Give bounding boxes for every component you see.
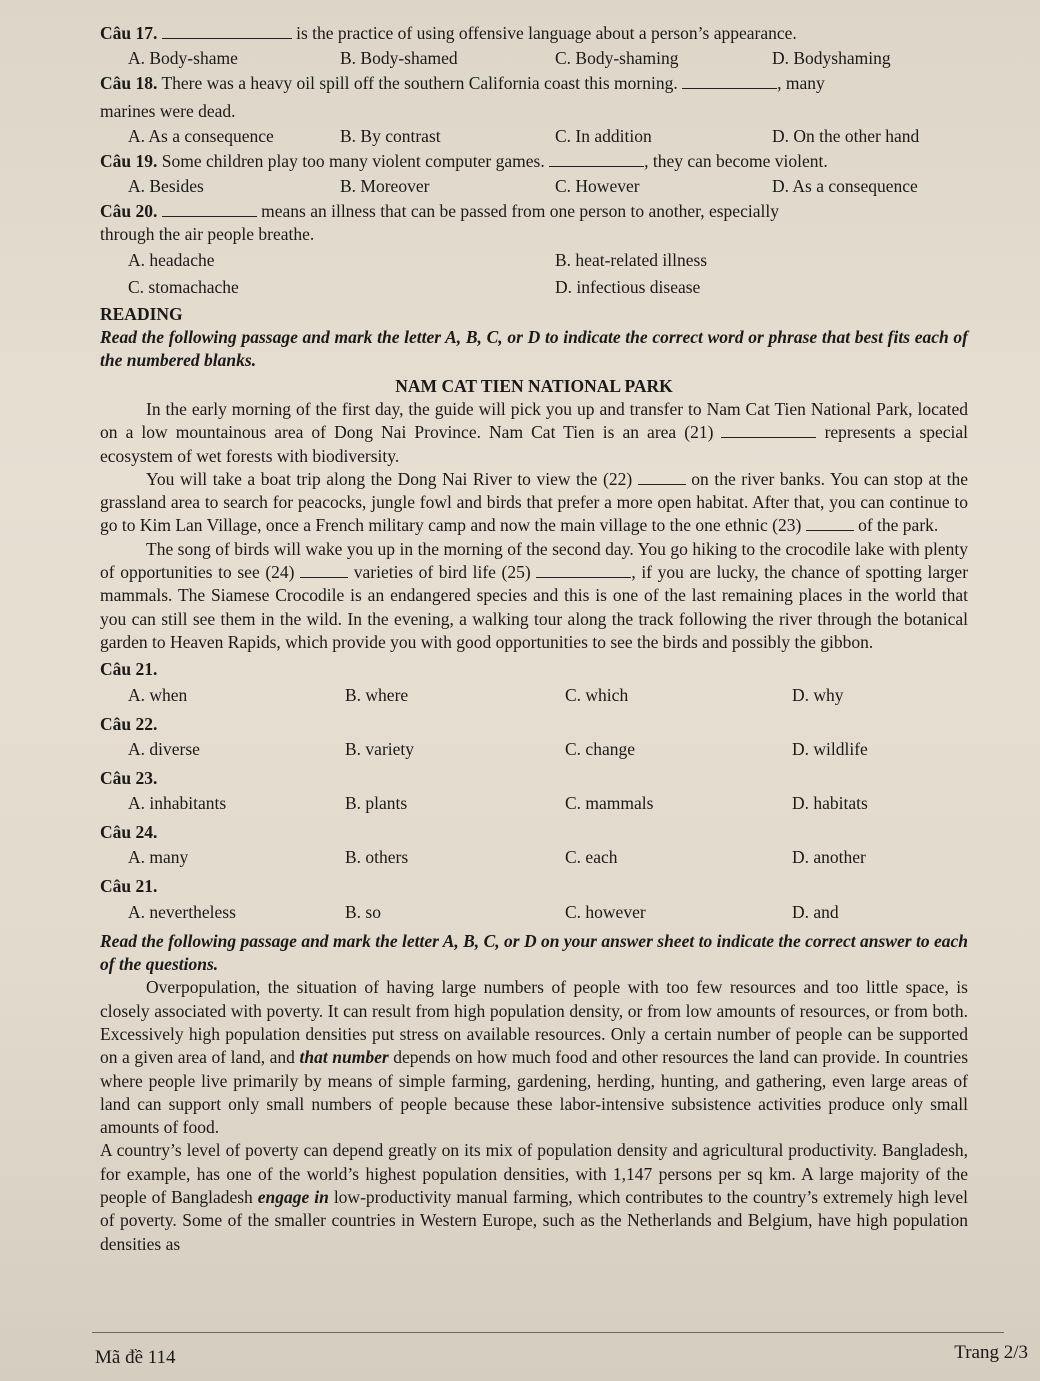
question-20-text: means an illness that can be passed from one person to another, especially (261, 201, 779, 222)
question-19-label: Câu 19. (100, 150, 158, 171)
option-d: D. As a consequence (772, 176, 918, 197)
question-label: Câu 24. (100, 822, 158, 843)
option-c: C. which (565, 684, 629, 705)
paragraph-2-text-b: on the river banks. You can stop at the grassland area to search for peacocks, jungle fowl and birds that prefer a more open habitat. After that, you can continue to go to Kim Lan Village, once a French military camp and now the main village to the one ethnic (23) (100, 468, 969, 536)
question-18-text: There was a heavy oil spill off the southern California coast this morning. (161, 73, 678, 94)
question-20-options-row1 (100, 247, 968, 274)
paragraph-1-text-b: represents a special ecosystem of wet forests with biodiversity. (100, 422, 969, 466)
option-a: A. Besides (128, 176, 204, 197)
question-options (100, 736, 968, 763)
answer-blank (721, 422, 816, 438)
reading-heading: READING (100, 303, 183, 324)
question-item (100, 658, 968, 708)
option-a: A. As a consequence (128, 125, 274, 146)
answer-blank (536, 562, 631, 578)
question-item (100, 821, 968, 871)
question-19-text: Some children play too many violent computer games. (161, 150, 545, 171)
reading-2-instruction: Read the following passage and mark the letter A, B, C, or D on your answer sheet to indicate the correct answer to each of the questions. (100, 930, 968, 975)
option-b: B. plants (345, 793, 408, 814)
paragraph-3-text-a: The song of birds will wake you up in the morning of the second day. You go hiking to the crocodile lake with plenty of opportunities to see (24) (100, 538, 968, 583)
passage-2-paragraph-1 (100, 976, 968, 1139)
option-a: A. inhabitants (128, 793, 227, 814)
question-item (100, 767, 968, 817)
option-d: D. wildlife (792, 738, 868, 759)
option-c: C. however (565, 901, 646, 922)
option-b: B. Moreover (340, 176, 430, 197)
option-a: A. Body-shame (128, 48, 238, 69)
paragraph-1-text-a: In the early morning of the first day, the guide will pick you up and transfer to Nam Cat Tien National Park, located on a low mountainous area of Dong Nai Province. Nam Cat Tien is an area (21) (100, 398, 968, 443)
question-20-stem (100, 200, 968, 223)
option-b: B. heat-related illness (555, 249, 708, 270)
passage-title: NAM CAT TIEN NATIONAL PARK (395, 375, 673, 396)
option-d: D. and (792, 901, 839, 922)
option-c: C. change (565, 738, 635, 759)
question-label: Câu 21. (100, 876, 158, 897)
p2-paragraph-2-text-b: low-productivity manual farming, which contributes to the country’s extremely high level of poverty. Some of the smaller countries in Western Europe, such as the Netherlands and Belgium, have high population densities as (100, 1186, 969, 1254)
question-options (100, 899, 968, 926)
question-18-after: , many (777, 73, 825, 94)
answer-blank (638, 469, 686, 485)
question-label: Câu 22. (100, 713, 158, 734)
option-c: C. stomachache (128, 276, 239, 297)
answer-blank (549, 151, 644, 167)
question-19-stem (100, 150, 968, 173)
option-a: A. diverse (128, 738, 200, 759)
exam-code: Mã đề 114 (95, 1347, 176, 1368)
question-options (100, 844, 968, 871)
option-d: D. On the other hand (772, 125, 920, 146)
option-d: D. Bodyshaming (772, 48, 891, 69)
option-b: B. Body-shamed (340, 48, 458, 69)
option-d: D. why (792, 684, 844, 705)
option-a: A. many (128, 847, 189, 868)
option-b: B. others (345, 847, 409, 868)
question-17-text: is the practice of using offensive language about a person’s appearance. (296, 23, 797, 43)
question-18-options (100, 123, 968, 150)
option-c: C. In addition (555, 125, 652, 146)
option-a: A. when (128, 684, 188, 705)
footer-divider (92, 1332, 1004, 1333)
p2-paragraph-2-text-a: A country’s level of poverty can depend greatly on its mix of population density and agricultural productivity. Bangladesh, for example, has one of the world’s highest population densities, with 1,147 persons per sq km. A large majority of the people of Bangladesh (100, 1140, 968, 1207)
answer-blank (300, 562, 348, 578)
question-list (100, 658, 968, 925)
question-label: Câu 21. (100, 659, 158, 680)
paragraph-2-text-a: You will take a boat trip along the Dong Nai River to view the (22) (146, 468, 633, 489)
question-18-continuation-text: marines were dead. (100, 100, 236, 121)
option-c: C. However (555, 176, 640, 197)
option-c: C. Body-shaming (555, 48, 679, 69)
answer-blank (162, 23, 292, 39)
question-20-options-row2 (100, 274, 968, 301)
question-18-label: Câu 18. (100, 73, 158, 94)
paragraph-3-text-b: varieties of bird life (25) (353, 562, 531, 583)
passage-paragraph-1 (100, 398, 968, 468)
option-b: B. where (345, 684, 409, 705)
passage-paragraph-3 (100, 538, 968, 654)
passage-paragraph-2 (100, 468, 968, 538)
answer-blank (162, 201, 257, 217)
question-options (100, 682, 968, 709)
p2-paragraph-2-emphasis: engage in (257, 1186, 329, 1207)
paragraph-2-text-c: of the park. (858, 515, 939, 536)
question-19-after: , they can become violent. (644, 150, 828, 171)
option-c: C. mammals (565, 793, 654, 814)
answer-blank (806, 515, 854, 531)
option-b: B. so (345, 901, 381, 922)
page-content (100, 8, 968, 1256)
page-number: Trang 2/3 (954, 1342, 1028, 1363)
option-a: A. headache (128, 249, 215, 270)
question-17-options (100, 45, 968, 72)
question-18-stem (100, 72, 968, 95)
question-options (100, 790, 968, 817)
question-19-options (100, 173, 968, 200)
option-c: C. each (565, 847, 618, 868)
question-20-label: Câu 20. (100, 201, 158, 222)
option-d: D. habitats (792, 793, 868, 814)
question-item (100, 875, 968, 925)
question-item (100, 713, 968, 763)
paragraph-3-text-c: , if you are lucky, the chance of spotting larger mammals. The Siamese Crocodile is an endangered species and this is one of the last remaining places in the world that you can still see them in the wild. In the evening, a walking tour along the track following the river through the botanical garden to Heaven Rapids, which provide you with good opportunities to see the birds and possibly the gibbon. (100, 562, 969, 652)
question-17-label: Câu 17. (100, 23, 158, 43)
question-label: Câu 23. (100, 767, 158, 788)
passage-2-paragraph-2 (100, 1139, 968, 1255)
p2-paragraph-1-text-a: Overpopulation, the situation of having large numbers of people with too few resources and too little space, is closely associated with poverty. It can result from high population density, or from low amounts of resources, or from both. Excessively high population densities put stress on available resources. Only a certain number of people can be supported on a given area of land, and (100, 977, 968, 1068)
question-20-continuation (100, 223, 968, 246)
question-18-continuation (100, 100, 968, 123)
p2-paragraph-1-emphasis: that number (299, 1047, 389, 1068)
reading-instruction: Read the following passage and mark the letter A, B, C, or D to indicate the correct word or phrase that best fits each of the numbered blanks. (100, 327, 968, 371)
question-17-stem (100, 22, 968, 45)
answer-blank (682, 73, 777, 89)
option-a: A. nevertheless (128, 901, 236, 922)
p2-paragraph-1-text-b: depends on how much food and other resources the land can provide. In countries where people live primarily by means of simple farming, gardening, herding, hunting, and gathering, even large areas of land can support only small numbers of people because these labor-intensive subsistence activities produce only small amounts of food. (100, 1047, 969, 1138)
option-b: B. By contrast (340, 125, 441, 146)
option-d: D. infectious disease (555, 276, 701, 297)
option-b: B. variety (345, 738, 415, 759)
question-20-continuation-text: through the air people breathe. (100, 224, 315, 245)
option-d: D. another (792, 847, 866, 868)
